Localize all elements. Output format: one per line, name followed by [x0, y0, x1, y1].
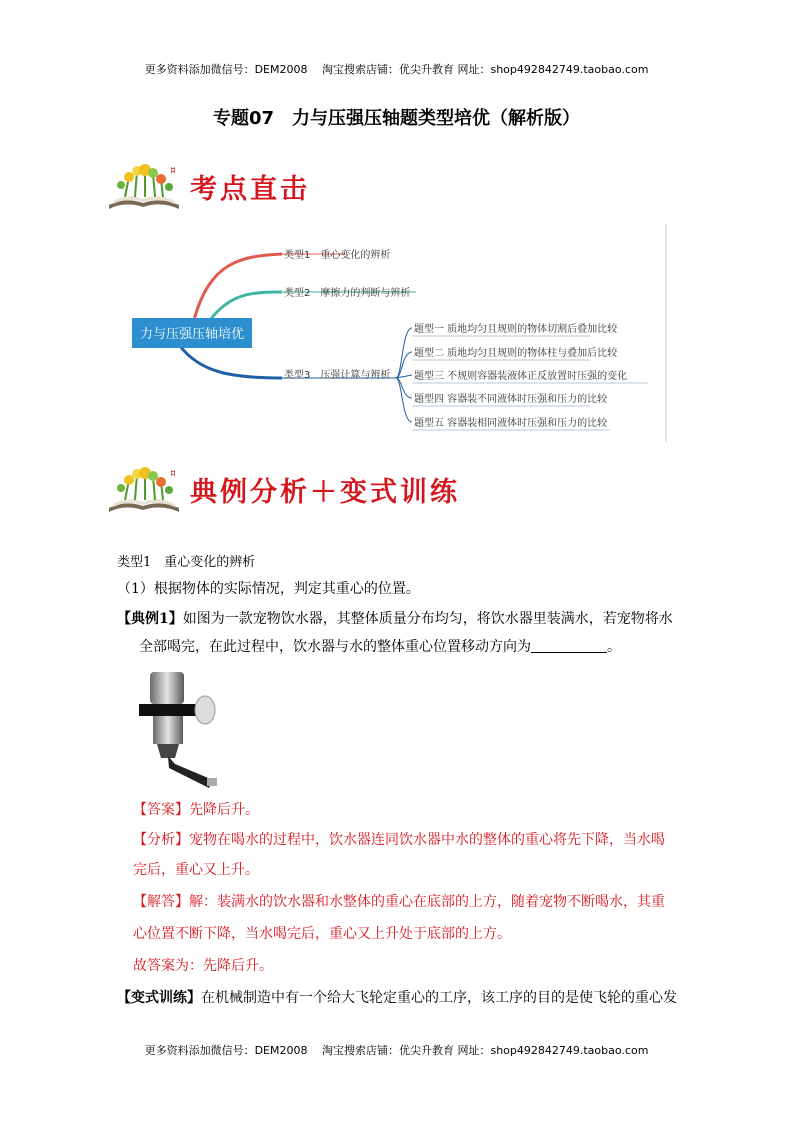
variant-text: 在机械制造中有一个给大飞轮定重心的工序，该工序的目的是使飞轮的重心发: [201, 990, 677, 1006]
banner-dianli-text: 典例分析＋变式训练: [190, 477, 460, 508]
mindmap-root: 力与压强压轴培优: [139, 327, 245, 342]
answer: [133, 796, 678, 824]
analysis-text-a: 宠物在喝水的过程中，饮水器连同饮水器中水的整体的重心将先下降，当水喝: [189, 832, 665, 848]
example-1: [117, 605, 677, 633]
analysis-line2: 完后，重心又上升。: [133, 862, 259, 878]
pet-water-bottle-image: [135, 668, 225, 792]
answer-blank: [531, 638, 607, 653]
mindmap-sub-5: 题型五 容器装相同液体时压强和压力的比较: [414, 418, 608, 429]
page-header: 更多资料添加微信号：DEM2008 淘宝搜索店铺：优尖升教育 网址：shop492842749.taobao.com: [144, 63, 649, 76]
page-title: 专题07 力与压强压轴题类型培优（解析版）: [212, 108, 581, 129]
mindmap-sub-1: 题型一 质地均匀且规则的物体切割后叠加比较: [414, 324, 618, 335]
example-1-line2: [139, 633, 679, 661]
example-text-b: 全部喝完，在此过程中，饮水器与水的整体重心位置移动方向为: [139, 639, 531, 655]
mindmap-branch-3: 类型3 压强计算与辨析: [284, 370, 391, 381]
variant-label: 【变式训练】: [117, 990, 201, 1006]
answer-text: 先降后升。: [189, 802, 259, 818]
banner-dianli: [105, 466, 485, 516]
book-flowers-icon: [105, 163, 183, 211]
mind-map: [120, 222, 668, 444]
mindmap-sub-4: 题型四 容器装不同液体时压强和压力的比较: [414, 394, 608, 405]
solution-label: 【解答】: [133, 894, 189, 910]
solution-line3: 故答案为：先降后升。: [133, 958, 273, 974]
example-text-a: 如图为一款宠物饮水器，其整体质量分布均匀，将饮水器里装满水，若宠物将水: [182, 611, 673, 627]
variant-training: [117, 984, 677, 1012]
solution-line2: 心位置不断下降，当水喝完后，重心又上升处于底部的上方。: [133, 926, 511, 942]
point-1: （1）根据物体的实际情况，判定其重心的位置。: [117, 581, 420, 597]
analysis: [133, 826, 678, 854]
section-heading: 类型1 重心变化的辨析: [117, 555, 256, 570]
banner-kaodian: [105, 163, 425, 213]
analysis-label: 【分析】: [133, 832, 189, 848]
answer-label: 【答案】: [133, 802, 189, 818]
mindmap-branch-1: 类型1 重心变化的辨析: [284, 250, 391, 261]
page-footer: 更多资料添加微信号：DEM2008 淘宝搜索店铺：优尖升教育 网址：shop492842749.taobao.com: [144, 1044, 649, 1057]
banner-kaodian-text: 考点直击: [190, 174, 310, 205]
mindmap-sub-2: 题型二 质地均匀且规则的物体柱与叠加后比较: [414, 348, 618, 359]
solution: [133, 888, 678, 916]
example-text-end: 。: [607, 639, 621, 655]
book-flowers-icon: [105, 466, 183, 514]
mindmap-branch-2: 类型2 摩擦力的判断与辨析: [284, 288, 411, 299]
solution-text-a: 解：装满水的饮水器和水整体的重心在底部的上方，随着宠物不断喝水，其重: [189, 894, 665, 910]
mindmap-sub-3: 题型三 不规则容器装液体正反放置时压强的变化: [414, 371, 628, 382]
example-label: 【典例1】: [117, 611, 183, 627]
